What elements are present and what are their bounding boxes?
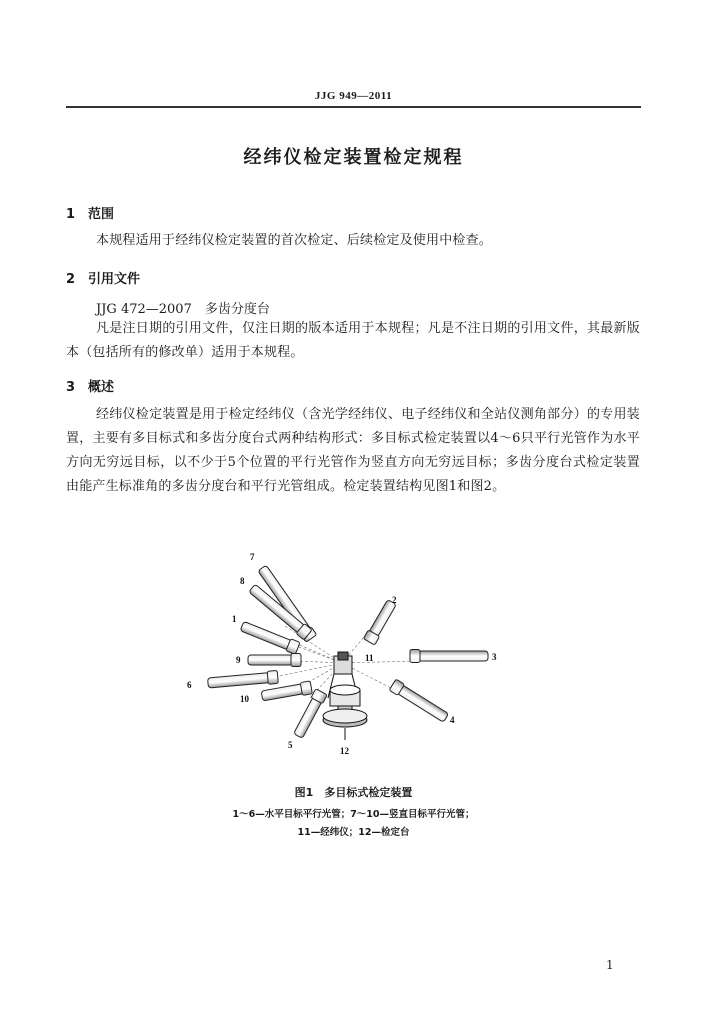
- figure-note-1: 1～6—水平目标平行光管；7～10—竖直目标平行光管；: [232, 809, 475, 820]
- section-number: 3: [66, 380, 76, 395]
- section-3-heading: [66, 376, 114, 395]
- section-2-heading: [66, 268, 140, 287]
- callout-4: 4: [450, 715, 455, 725]
- callout-1: 1: [232, 614, 237, 624]
- section-2-paragraph: 凡是注日期的引用文件，仅注日期的版本适用于本规程；凡是不注日期的引用文件，其最新版本（包括所有的修改单）适用于本规程。: [66, 321, 640, 360]
- figure-caption: 图1 多目标式检定装置: [294, 786, 413, 799]
- section-title: 引用文件: [88, 272, 141, 287]
- section-number: 2: [66, 272, 76, 287]
- callout-5: 5: [288, 740, 293, 750]
- document-title: 经纬仪检定装置检定规程: [243, 147, 464, 168]
- section-1-heading: [66, 203, 114, 222]
- callout-11: 11: [365, 653, 374, 663]
- collimator-9: [248, 654, 301, 667]
- section-number: 1: [66, 207, 76, 222]
- page-number: 1: [606, 958, 614, 972]
- callout-3: 3: [492, 652, 497, 662]
- callout-2: 2: [392, 595, 397, 605]
- callout-12: 12: [340, 746, 349, 756]
- reference-item: JJG 472—2007 多齿分度台: [96, 302, 270, 317]
- collimator-4: [389, 679, 449, 723]
- test-table: [323, 685, 367, 740]
- standard-code: JJG 949—2011: [314, 90, 393, 102]
- figure-1-diagram: [170, 548, 510, 760]
- section-title: 范围: [88, 207, 115, 222]
- callout-9: 9: [236, 655, 241, 665]
- collimator-6: [207, 670, 278, 689]
- callout-8: 8: [240, 576, 245, 586]
- callout-10: 10: [240, 694, 249, 704]
- section-title: 概述: [88, 380, 115, 395]
- callout-6: 6: [187, 680, 192, 690]
- callout-7: 7: [250, 552, 255, 562]
- section-1-paragraph: 本规程适用于经纬仪检定装置的首次检定、后续检定及使用中检查。: [96, 233, 493, 248]
- figure-note-2: 11—经纬仪；12—检定台: [297, 827, 410, 838]
- collimator-3: [410, 650, 488, 663]
- section-3-paragraph: 经纬仪检定装置是用于检定经纬仪（含光学经纬仪、电子经纬仪和全站仪测角部分）的专用装置，主要有多目标式和多齿分度台式两种结构形式：多目标式检定装置以4～6只平行光管作为水平方向无穷远目标，以不少于5个位置的平行光管作为竖直方向无穷远目标；多齿分度台式检定装置由能产生标准角的多齿分度台和平行光管组成。检定装置结构见图1和图2。: [66, 407, 640, 494]
- collimator-2: [363, 599, 397, 645]
- collimator-5: [292, 689, 327, 739]
- header-rule: [66, 106, 641, 108]
